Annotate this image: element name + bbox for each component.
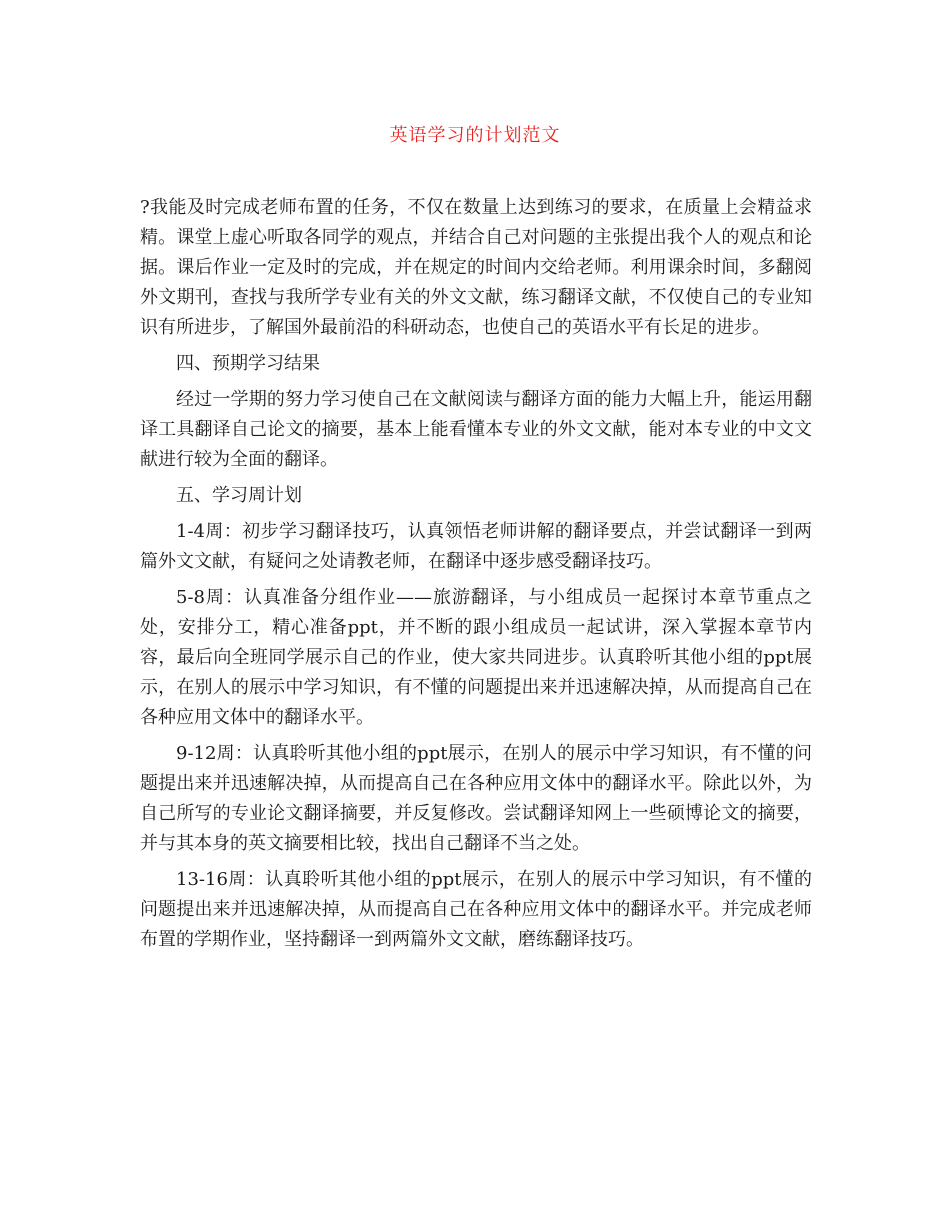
paragraph-weeks-5-8: 5-8周：认真准备分组作业——旅游翻译，与小组成员一起探讨本章节重点之处，安排分工，精心准备ppt，并不断的跟小组成员一起试讲，深入掌握本章节内容，最后向全班同学展示自己的作业，使大家共同进步。认真聆听其他小组的ppt展示，在别人的展示中学习知识，有不懂的问题提出来并迅速解决掉，从而提高自己在各种应用文体中的翻译水平。 <box>140 587 812 728</box>
section-heading-expected-results: 四、预期学习结果 <box>176 353 320 374</box>
paragraph-weeks-9-12: 9-12周：认真聆听其他小组的ppt展示，在别人的展示中学习知识，有不懂的问题提出来并迅速解决掉，从而提高自己在各种应用文体中的翻译水平。除此以外，为自己所写的专业论文翻译摘要，并反复修改。尝试翻译知网上一些硕博论文的摘要，并与其本身的英文摘要相比较，找出自己翻译不当之处。 <box>140 743 812 854</box>
document-title: 英语学习的计划范文 <box>389 125 561 146</box>
paragraph-weeks-13-16: 13-16周：认真聆听其他小组的ppt展示，在别人的展示中学习知识，有不懂的问题提出来并迅速解决掉，从而提高自己在各种应用文体中的翻译水平。并完成老师布置的学期作业，坚持翻译一到两篇外文文献，磨练翻译技巧。 <box>140 869 812 950</box>
section-heading-weekly-plan: 五、学习周计划 <box>176 485 302 506</box>
paragraph-intro: ?我能及时完成老师布置的任务，不仅在数量上达到练习的要求，在质量上会精益求精。课堂上虚心听取各同学的观点，并结合自己对问题的主张提出我个人的观点和论据。课后作业一定及时的完成，并在规定的时间内交给老师。利用课余时间，多翻阅外文期刊，查找与我所学专业有关的外文文献，练习翻译文献，不仅使自己的专业知识有所进步，了解国外最前沿的科研动态，也使自己的英语水平有长足的进步。 <box>140 197 812 338</box>
document-body <box>140 193 812 961</box>
paragraph-expected-results: 经过一学期的努力学习使自己在文献阅读与翻译方面的能力大幅上升，能运用翻译工具翻译自己论文的摘要，基本上能看懂本专业的外文文献，能对本专业的中文文献进行较为全面的翻译。 <box>140 389 812 470</box>
paragraph-weeks-1-4: 1-4周：初步学习翻译技巧，认真领悟老师讲解的翻译要点，并尝试翻译一到两篇外文文献，有疑问之处请教老师，在翻译中逐步感受翻译技巧。 <box>140 521 812 572</box>
